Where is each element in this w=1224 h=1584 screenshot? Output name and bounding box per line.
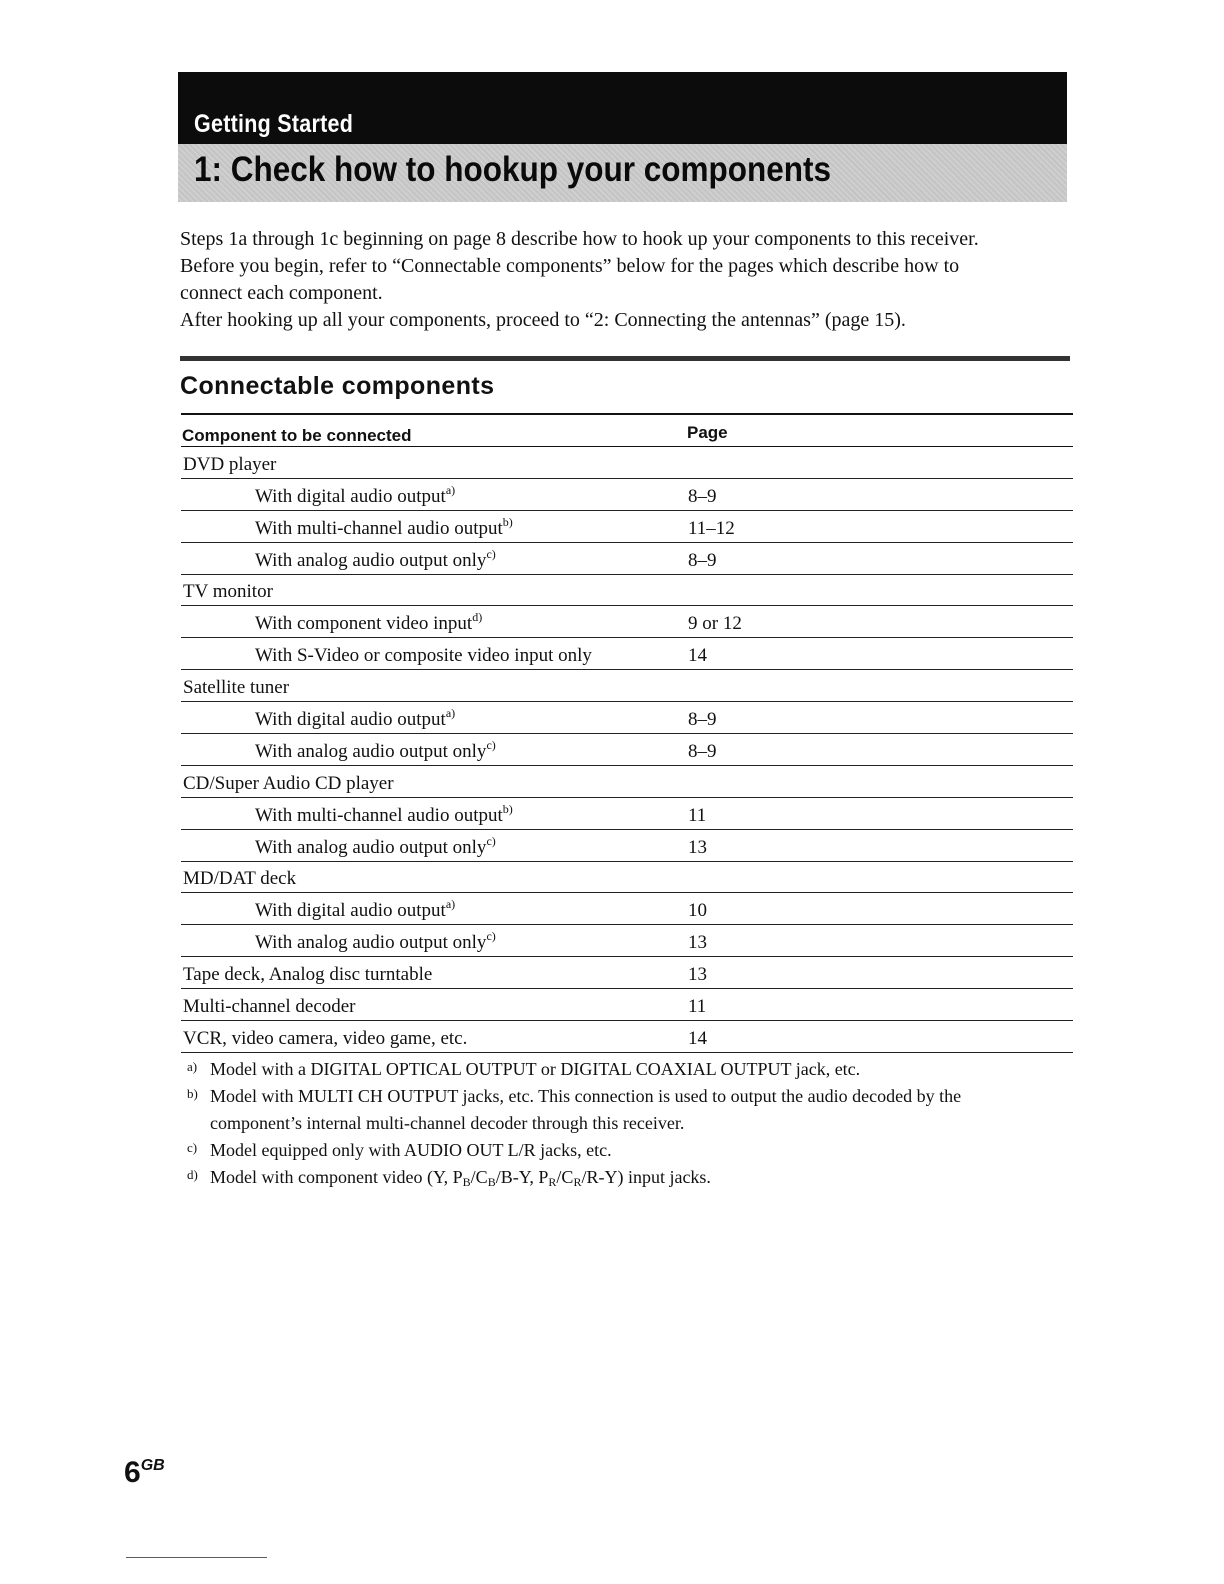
page-suffix: GB — [140, 1457, 165, 1474]
footnote-d — [187, 1164, 1067, 1191]
page-cell: 13 — [688, 836, 707, 858]
footnote-a — [187, 1056, 1067, 1083]
table-row — [181, 670, 1073, 702]
page-cell: 11–12 — [688, 517, 735, 539]
component-cell: With multi-channel audio output$^{b)}$ — [255, 514, 513, 539]
table-row — [181, 1021, 1073, 1053]
components-table — [181, 413, 1073, 1053]
component-cell: MD/DAT deck — [183, 868, 297, 890]
table-row — [181, 893, 1073, 925]
page-cell: 8–9 — [688, 549, 717, 571]
component-cell: VCR, video camera, video game, etc. — [183, 1027, 468, 1049]
page-cell: 13 — [688, 964, 707, 986]
component-cell: With S-Video or composite video input only — [255, 645, 592, 667]
section-label: Getting Started — [194, 110, 354, 138]
table-row — [181, 734, 1073, 766]
footnote-text: Model with component video (Y, $P_B/C_B/B-Y$, $P_R/C_R/R-Y$) input jacks. — [210, 1167, 711, 1189]
component-cell: With analog audio output only$^{c)}$ — [255, 737, 496, 762]
table-row — [181, 989, 1073, 1021]
intro-line: connect each component. — [180, 282, 383, 304]
table-row — [181, 830, 1073, 862]
table-row — [181, 638, 1073, 670]
component-cell: With component video input$^{d)}$ — [255, 610, 483, 635]
page-number: $6^{GB}$ — [124, 1456, 165, 1489]
table-row — [181, 925, 1073, 957]
component-cell: With multi-channel audio output$^{b)}$ — [255, 801, 513, 826]
component-cell: TV monitor — [183, 581, 273, 603]
footnote-text: component’s internal multi-channel decoder through this receiver. — [210, 1113, 685, 1133]
footnote-text: Model with MULTI CH OUTPUT jacks, etc. This connection is used to output the audio decoded by the — [210, 1086, 962, 1106]
table-row — [181, 543, 1073, 575]
table-row — [181, 702, 1073, 734]
component-cell: With digital audio output$^{a)}$ — [255, 897, 456, 922]
bottom-divider — [126, 1557, 267, 1558]
component-cell: Tape deck, Analog disc turntable — [183, 964, 433, 986]
component-cell: With analog audio output only$^{c)}$ — [255, 833, 496, 858]
page-cell: 8–9 — [688, 485, 717, 507]
footnote-marker: d) — [187, 1167, 198, 1182]
table-row — [181, 606, 1073, 638]
footnote-text: Model with a DIGITAL OPTICAL OUTPUT or DIGITAL COAXIAL OUTPUT jack, etc. — [210, 1059, 861, 1079]
footnote-marker: c) — [187, 1140, 198, 1155]
page-cell: 9 or 12 — [688, 613, 742, 635]
page-cell: 13 — [688, 932, 707, 954]
intro-line: Before you begin, refer to “Connectable components” below for the pages which describe how to — [180, 255, 960, 277]
page-cell: 14 — [688, 645, 707, 667]
table-row — [181, 766, 1073, 798]
component-cell: Satellite tuner — [183, 677, 290, 699]
component-cell: CD/Super Audio CD player — [183, 772, 394, 794]
table-row — [181, 575, 1073, 607]
footnotes — [187, 1056, 1067, 1191]
page-cell: 10 — [688, 900, 707, 922]
table-row — [181, 511, 1073, 543]
header-band — [178, 72, 1067, 144]
section-heading: Connectable components — [180, 372, 495, 400]
component-cell: DVD player — [183, 453, 277, 475]
table-row — [181, 798, 1073, 830]
intro-line: Steps 1a through 1c beginning on page 8 describe how to hook up your components to this receiver. — [180, 228, 979, 250]
page-cell: 8–9 — [688, 709, 717, 731]
page-title: 1: Check how to hookup your components — [194, 150, 832, 189]
footnote-marker: a) — [187, 1059, 198, 1074]
section-divider — [180, 356, 1070, 361]
table-row — [181, 447, 1073, 479]
footnote-c — [187, 1137, 1067, 1164]
footnote-text: Model equipped only with AUDIO OUT L/R jacks, etc. — [210, 1140, 612, 1160]
table-row — [181, 479, 1073, 511]
table-row — [181, 862, 1073, 894]
header-banner — [178, 72, 1067, 202]
footnote-b — [187, 1083, 1067, 1137]
page-cell: 11 — [688, 804, 707, 826]
table-row — [181, 957, 1073, 989]
footnote-marker: b) — [187, 1086, 198, 1101]
header-page: Page — [687, 423, 728, 442]
page-cell: 8–9 — [688, 740, 717, 762]
title-band — [178, 144, 1067, 202]
component-cell: With analog audio output only$^{c)}$ — [255, 546, 496, 571]
component-cell: Multi-channel decoder — [183, 996, 356, 1018]
intro-line: After hooking up all your components, proceed to “2: Connecting the antennas” (page 15). — [180, 309, 906, 331]
header-component: Component to be connected — [182, 426, 412, 445]
component-cell: With digital audio output$^{a)}$ — [255, 482, 456, 507]
page-cell: 14 — [688, 1027, 707, 1049]
component-cell: With digital audio output$^{a)}$ — [255, 706, 456, 731]
table-header — [181, 415, 1073, 447]
component-cell: With analog audio output only$^{c)}$ — [255, 929, 496, 954]
intro-text — [180, 226, 1060, 334]
page-cell: 11 — [688, 996, 707, 1018]
